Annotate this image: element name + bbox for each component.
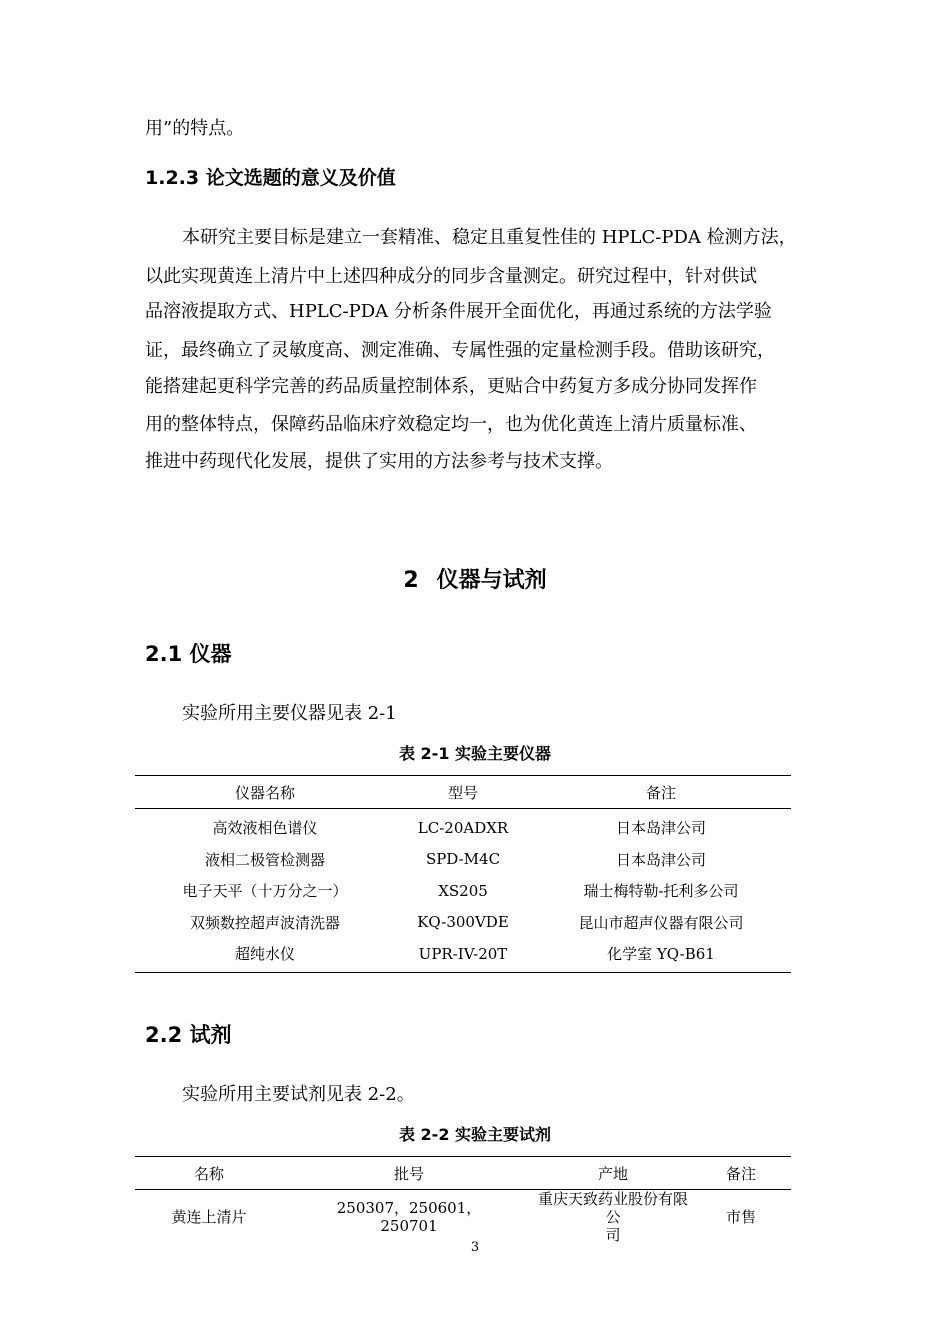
table-header-row [135, 1157, 791, 1190]
paragraph-line: 能搭建起更科学完善的药品质量控制体系，更贴合中药复方多成分协同发挥作 [145, 376, 757, 397]
page-number: 3 [470, 1240, 480, 1255]
column-header: 备注 [691, 1157, 791, 1190]
table-caption: 表 2-2 实验主要试剂 [398, 1125, 552, 1144]
paragraph-continuation: 用”的特点。 [145, 118, 245, 139]
chapter-heading [0, 563, 950, 594]
paragraph-line: 证，最终确立了灵敏度高、测定准确、专属性强的定量检测手段。借助该研究， [145, 340, 775, 361]
column-header: 仪器名称 [135, 776, 395, 809]
table-caption: 表 2-1 实验主要仪器 [398, 744, 552, 763]
paragraph-line: 推进中药现代化发展，提供了实用的方法参考与技术支撑。 [145, 451, 613, 472]
paragraph-line: 以此实现黄连上清片中上述四种成分的同步含量测定。研究过程中，针对供试 [145, 266, 757, 287]
table-row [135, 844, 791, 876]
table-cell: 市售 [725, 1208, 756, 1226]
paragraph-line: 本研究主要目标是建立一套精准、稳定且重复性佳的 HPLC-PDA 检测方法， [182, 227, 797, 248]
table-intro-text: 实验所用主要仪器见表 2-1 [182, 703, 397, 724]
table-intro-text: 实验所用主要试剂见表 2-2。 [182, 1084, 415, 1105]
table-cell: 高效液相色谱仪 [212, 819, 318, 838]
instruments-table [135, 775, 791, 973]
table-cell: 日本岛津公司 [615, 850, 706, 869]
table-row [135, 875, 791, 907]
table-cell: XS205 [438, 881, 488, 900]
table-cell: 超纯水仪 [135, 938, 395, 972]
table-cell: LC-20ADXR [417, 818, 509, 837]
reagents-table [135, 1156, 791, 1244]
table-row [135, 907, 791, 939]
table-row [135, 1190, 791, 1245]
table-cell: 化学室 YQ-B61 [531, 938, 791, 972]
table-cell: 电子天平（十万分之一） [182, 882, 348, 901]
table-header-row [135, 776, 791, 809]
section-heading-2-1: 2.1 仪器 [145, 642, 232, 666]
table-cell: 瑞士梅特勒-托利多公司 [583, 882, 739, 901]
section-heading-1-2-3: 1.2.3 论文选题的意义及价值 [145, 167, 396, 189]
column-header: 产地 [535, 1157, 691, 1190]
table-cell: 昆山市超声仪器有限公司 [578, 913, 744, 932]
cell-line: 重庆天致药业股份有限公 [537, 1190, 688, 1226]
table-cell: 双频数控超声波清洗器 [189, 913, 340, 932]
table-cell: 黄连上清片 [171, 1208, 247, 1226]
table-cell: 日本岛津公司 [615, 819, 706, 838]
chapter-number: 2 [403, 568, 419, 593]
section-heading-2-2: 2.2 试剂 [145, 1023, 232, 1047]
table-cell: 液相二极管检测器 [204, 850, 325, 869]
chapter-title: 仪器与试剂 [436, 568, 547, 593]
paragraph-line: 用的整体特点，保障药品临床疗效稳定均一，也为优化黄连上清片质量标准、 [145, 414, 757, 435]
table-cell: UPR-IV-20T [395, 938, 531, 972]
table-row [135, 938, 791, 972]
cell-line: 250307，250601， [336, 1199, 482, 1217]
column-header: 备注 [531, 776, 791, 809]
column-header: 批号 [283, 1157, 535, 1190]
column-header: 型号 [395, 776, 531, 809]
cell-line: 250701 [380, 1217, 438, 1235]
table-row [135, 809, 791, 844]
table-cell [283, 1190, 535, 1245]
column-header: 名称 [135, 1157, 283, 1190]
table-cell: SPD-M4C [425, 850, 501, 869]
table-cell: KQ-300VDE [417, 913, 509, 932]
cell-line: 司 [605, 1226, 621, 1244]
paragraph-line: 品溶液提取方式、HPLC-PDA 分析条件展开全面优化，再通过系统的方法学验 [145, 301, 772, 322]
table-cell [535, 1190, 691, 1245]
